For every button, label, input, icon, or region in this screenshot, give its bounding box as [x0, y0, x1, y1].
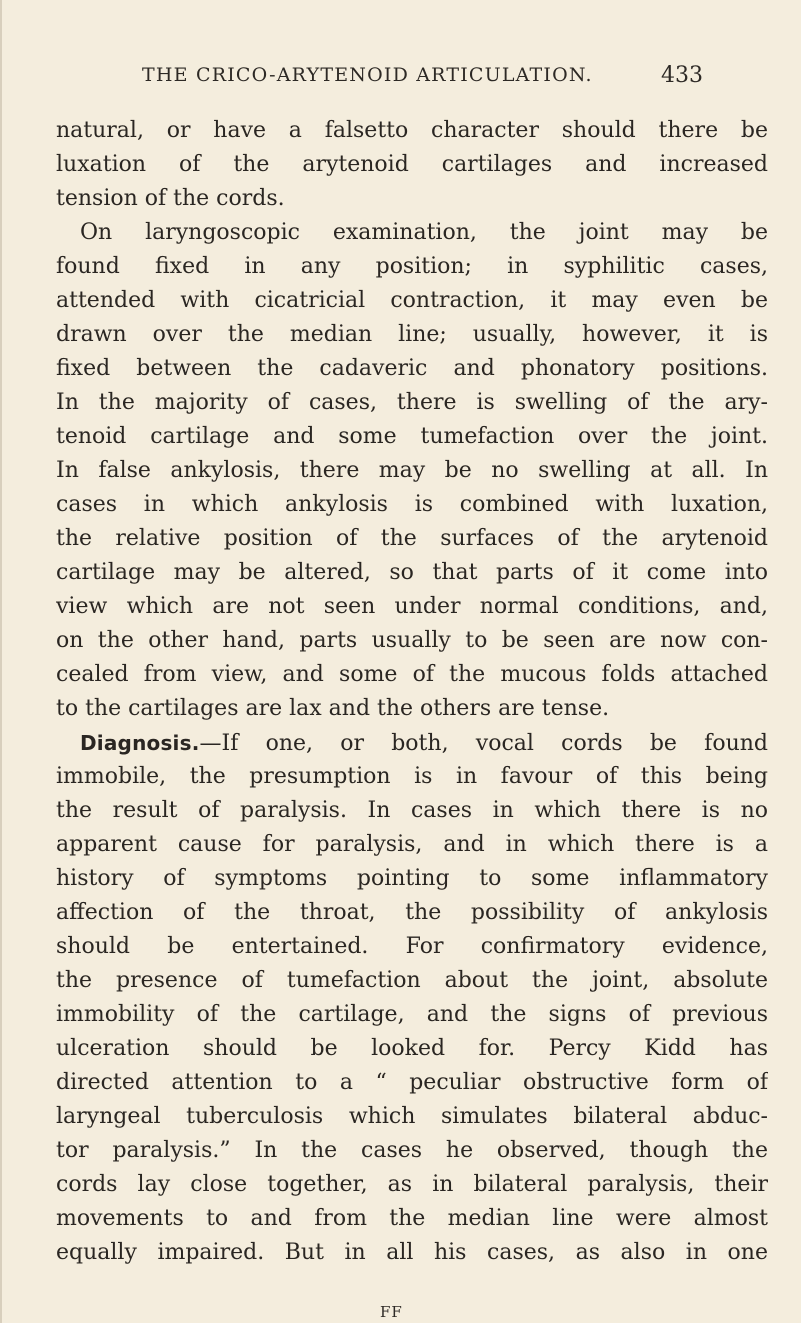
text-line: view which are not seen under normal conditions, and, — [56, 594, 768, 619]
text-line: On laryngoscopic examination, the joint may be — [80, 220, 768, 245]
text-line: the presence of tumefaction about the joint, absolute — [56, 968, 768, 993]
text-line: found fixed in any position; in syphilitic cases, — [56, 254, 768, 279]
text-line: history of symptoms pointing to some inflammatory — [56, 866, 768, 891]
text-line: cords lay close together, as in bilateral paralysis, their — [56, 1172, 768, 1197]
text-line: cealed from view, and some of the mucous folds attached — [56, 662, 768, 687]
text-line: laryngeal tuberculosis which simulates bilateral abduc- — [56, 1104, 768, 1129]
text-line: drawn over the median line; usually, however, it is — [56, 322, 768, 347]
text-line: on the other hand, parts usually to be seen are now con- — [56, 628, 768, 653]
text-line: natural, or have a falsetto character should there be — [56, 118, 768, 143]
text-line: the relative position of the surfaces of the arytenoid — [56, 526, 768, 551]
text-line: to the cartilages are lax and the others are tense. — [56, 696, 610, 721]
page-number: 433 — [661, 63, 703, 88]
page-header — [0, 64, 801, 94]
text-line-continuation: —If one, or both, vocal cords be found — [199, 731, 768, 756]
text-line: tenoid cartilage and some tumefaction over the joint. — [56, 424, 768, 449]
running-head: THE CRICO-ARYTENOID ARTICULATION. — [142, 64, 593, 86]
text-line: tension of the cords. — [56, 186, 285, 211]
section-heading: Diagnosis. — [80, 731, 200, 755]
text-line: In false ankylosis, there may be no swelling at all. In — [56, 458, 768, 483]
text-line: movements to and from the median line were almost — [56, 1206, 768, 1231]
signature-mark: FF — [380, 1303, 403, 1321]
text-line: equally impaired. But in all his cases, as also in one — [56, 1240, 768, 1265]
text-line: In the majority of cases, there is swelling of the ary- — [56, 390, 768, 415]
text-line: ulceration should be looked for. Percy Kidd has — [56, 1036, 768, 1061]
text-line: luxation of the arytenoid cartilages and increased — [56, 152, 768, 177]
text-line: apparent cause for paralysis, and in which there is a — [56, 832, 768, 857]
text-line: the result of paralysis. In cases in which there is no — [56, 798, 768, 823]
text-line-diagnosis — [80, 726, 768, 760]
text-line: tor paralysis.” In the cases he observed, though the — [56, 1138, 768, 1163]
text-line: directed attention to a “ peculiar obstructive form of — [56, 1070, 768, 1095]
text-line: cartilage may be altered, so that parts of it come into — [56, 560, 768, 585]
page-edge — [0, 0, 2, 1323]
text-line: affection of the throat, the possibility of ankylosis — [56, 900, 768, 925]
text-line: attended with cicatricial contraction, it may even be — [56, 288, 768, 313]
text-line: cases in which ankylosis is combined with luxation, — [56, 492, 768, 517]
text-line: immobility of the cartilage, and the signs of previous — [56, 1002, 768, 1027]
text-line: immobile, the presumption is in favour of this being — [56, 764, 768, 789]
text-line: should be entertained. For confirmatory evidence, — [56, 934, 768, 959]
text-line: fixed between the cadaveric and phonatory positions. — [56, 356, 768, 381]
